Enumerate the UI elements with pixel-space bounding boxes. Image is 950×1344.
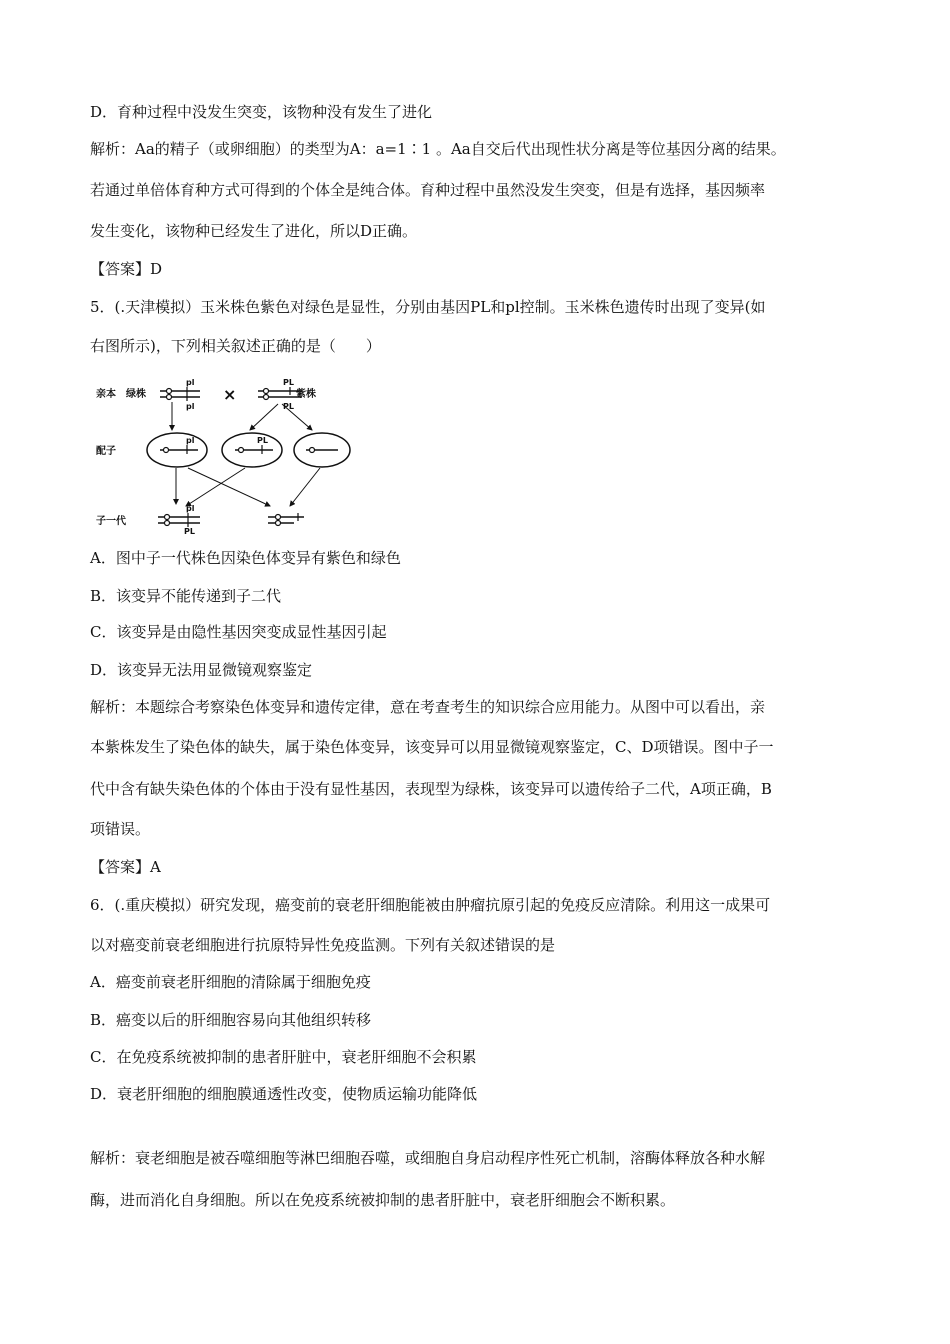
q5-stem-line-2: 右图所示)，下列相关叙述正确的是（ ）: [90, 337, 381, 355]
q6-option-d: D．衰老肝细胞的细胞膜通透性改变，使物质运输功能降低: [90, 1085, 478, 1103]
q5-analysis-line-4: 项错误。: [90, 820, 151, 838]
q5-analysis-line-3: 代中含有缺失染色体的个体由于没有显性基因，表现型为绿株，该变异可以遗传给子二代，A项正确，B: [90, 780, 772, 798]
gamete-purple-normal: [222, 433, 282, 467]
q5-analysis-line-2: 本紫株发生了染色体的缺失，属于染色体变异，该变异可以用显微镜观察鉴定，C、D项错误。图中子一: [90, 738, 774, 756]
q5-analysis-line-1: 解析：本题综合考察染色体变异和遗传定律，意在考查考生的知识综合应用能力。从图中可以看出，亲: [90, 698, 766, 716]
parent-label: 亲本: [96, 389, 116, 400]
gene-PL-bottom: PL: [283, 402, 294, 411]
offspring-label: 子一代: [96, 516, 126, 527]
q6-stem-line-1: 6．(.重庆模拟）研究发现，癌变前的衰老肝细胞能被由肿瘤抗原引起的免疫反应清除。利用这一成果可: [90, 896, 771, 914]
purple-plant-label: 紫株: [296, 389, 316, 400]
q4-answer: 【答案】D: [90, 260, 163, 278]
q6-option-b: B．癌变以后的肝细胞容易向其他组织转移: [90, 1011, 372, 1029]
gamete-gene-pl: pl: [186, 436, 195, 445]
offspring-gene-pl: pl: [186, 504, 195, 513]
gamete-purple-deleted: [294, 433, 350, 467]
q5-option-a: A．图中子一代株色因染色体变异有紫色和绿色: [90, 549, 401, 567]
gamete-green: [147, 433, 207, 467]
gene-PL-top: PL: [283, 378, 294, 387]
q6-stem-line-2: 以对癌变前衰老细胞进行抗原特异性免疫监测。下列有关叙述错误的是: [90, 936, 556, 954]
green-plant-label: 绿株: [126, 389, 146, 400]
offspring-gene-PL: PL: [184, 527, 195, 536]
q4-analysis-line-2: 若通过单倍体育种方式可得到的个体全是纯合体。育种过程中虽然没发生突变，但是有选择，基因频率: [90, 181, 766, 199]
q5-stem-line-1: 5．(.天津模拟）玉米株色紫色对绿色是显性，分别由基因PL和pl控制。玉米株色遗传时出现了变异(如: [90, 298, 766, 316]
q5-option-c: C．该变异是由隐性基因突变成显性基因引起: [90, 623, 387, 641]
gamete-gene-PL: PL: [257, 436, 268, 445]
q6-option-a: A．癌变前衰老肝细胞的清除属于细胞免疫: [90, 973, 371, 991]
gene-pl-bottom: pl: [186, 402, 195, 411]
green-parent-chromosomes: [160, 378, 200, 411]
offspring-deleted: [268, 513, 304, 526]
q6-option-c: C．在免疫系统被抑制的患者肝脏中，衰老肝细胞不会积累: [90, 1048, 477, 1066]
q5-option-b: B．该变异不能传递到子二代: [90, 587, 282, 605]
q6-analysis-line-1: 解析：衰老细胞是被吞噬细胞等淋巴细胞吞噬，或细胞自身启动程序性死亡机制，溶酶体释放各种水解: [90, 1149, 766, 1167]
cross-symbol: ×: [223, 385, 237, 404]
q4-analysis-line-1: 解析：Aa的精子（或卵细胞）的类型为A：a=1∶1 。Aa自交后代出现性状分离是等位基因分离的结果。: [90, 140, 786, 158]
offspring-normal: [158, 504, 200, 536]
gene-pl-top: pl: [186, 378, 195, 387]
q5-option-d: D．该变异无法用显微镜观察鉴定: [90, 661, 313, 679]
gamete-label: 配子: [96, 446, 116, 457]
q5-answer: 【答案】A: [90, 858, 161, 876]
chromosome-variation-diagram: [90, 372, 370, 538]
q4-analysis-line-3: 发生变化，该物种已经发生了进化，所以D正确。: [90, 222, 418, 240]
q4-option-d: D．育种过程中没发生突变，该物种没有发生了进化: [90, 103, 433, 121]
q6-analysis-line-2: 酶，进而消化自身细胞。所以在免疫系统被抑制的患者肝脏中，衰老肝细胞会不断积累。: [90, 1191, 676, 1209]
